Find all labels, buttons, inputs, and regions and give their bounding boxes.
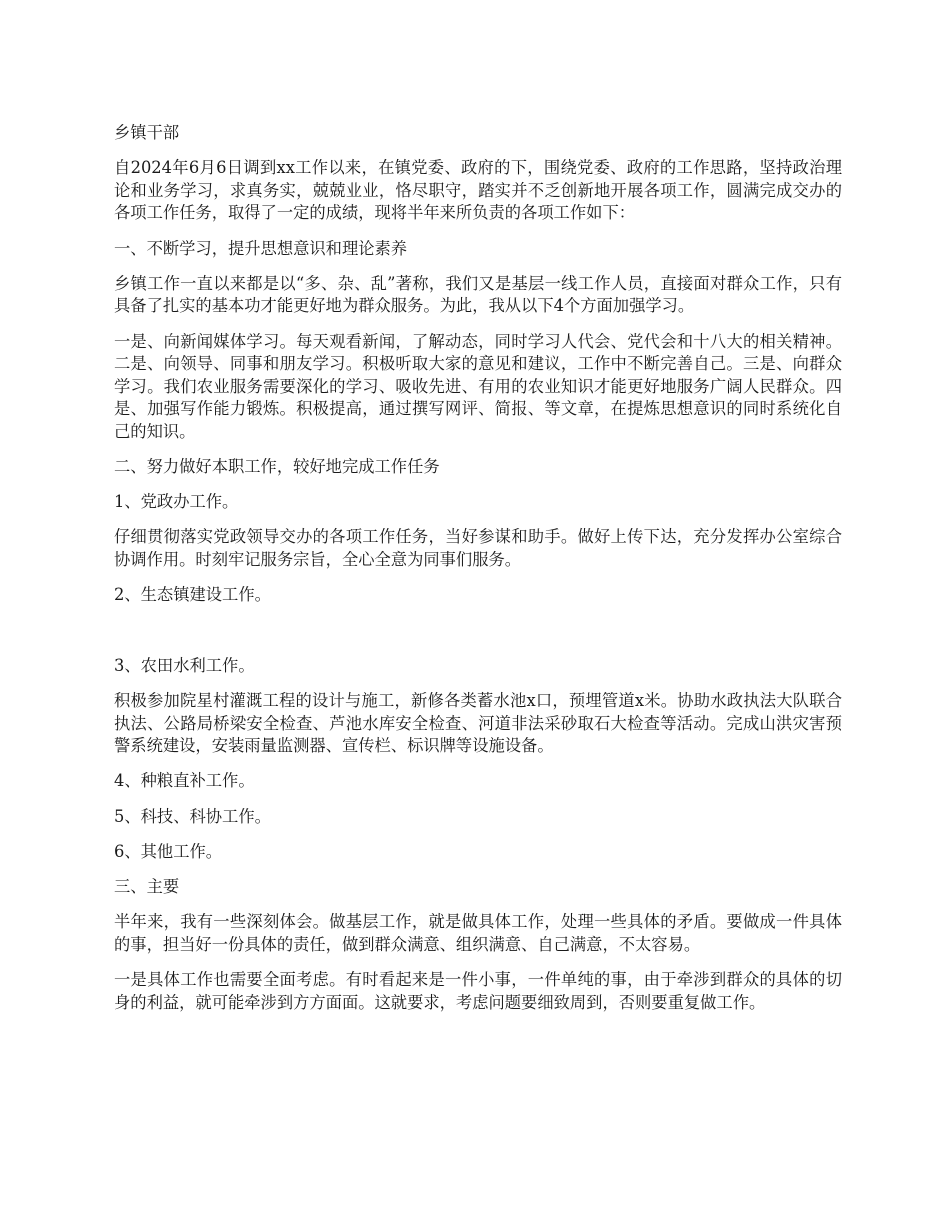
- intro-paragraph: 自2024年6月6日调到xx工作以来，在镇党委、政府的下，围绕党委、政府的工作思路，坚持政治理论和业务学习，求真务实，兢兢业业，恪尽职守，踏实并不乏创新地开展各项工作，圆满完成交办的各项工作任务，取得了一定的成绩，现将半年来所负责的各项工作如下：: [114, 158, 842, 223]
- paragraph: 一是具体工作也需要全面考虑。有时看起来是一件小事，一件单纯的事，由于牵涉到群众的具体的切身的利益，就可能牵涉到方方面面。这就要求，考虑问题要细致周到，否则要重复做工作。: [114, 969, 842, 1012]
- subheading: 3、农田水利工作。: [114, 655, 255, 675]
- subheading: 5、科技、科协工作。: [114, 806, 271, 826]
- subheading: 2、生态镇建设工作。: [114, 585, 271, 605]
- paragraph: 仔细贯彻落实党政领导交办的各项工作任务，当好参谋和助手。做好上传下达，充分发挥办公室综合协调作用。时刻牢记服务宗旨，全心全意为同事们服务。: [114, 527, 842, 570]
- subheading: 1、党政办工作。: [114, 492, 239, 512]
- document-body: [114, 122, 842, 1027]
- subheading: 4、种粮直补工作。: [114, 771, 255, 791]
- section-heading-2: 二、努力做好本职工作，较好地完成工作任务: [114, 457, 440, 477]
- document-title: 乡镇干部: [114, 123, 180, 142]
- section-heading-1: 一、不断学习，提升思想意识和理论素养: [114, 238, 408, 258]
- section-heading-3: 三、主要: [114, 876, 180, 896]
- paragraph: 乡镇工作一直以来都是以“多、杂、乱”著称，我们又是基层一线工作人员，直接面对群众工作，只有具备了扎实的基本功才能更好地为群众服务。为此，我从以下4个方面加强学习。: [114, 273, 842, 316]
- paragraph: 半年来，我有一些深刻体会。做基层工作，就是做具体工作，处理一些具体的矛盾。要做成一件具体的事，担当好一份具体的责任，做到群众满意、组织满意、自己满意，不太容易。: [114, 912, 842, 954]
- paragraph: 一是、向新闻媒体学习。每天观看新闻，了解动态，同时学习人代会、党代会和十八大的相关精神。二是、向领导、同事和朋友学习。积极听取大家的意见和建议，工作中不断完善自己。三是、向群众学习。我们农业服务需要深化的学习、吸收先进、有用的农业知识才能更好地服务广阔人民群众。四是、加强写作能力锻炼。积极提高，通过撰写网评、简报、等文章，在提炼思想意识的同时系统化自己的知识。: [114, 331, 842, 441]
- subheading: 6、其他工作。: [114, 841, 223, 861]
- paragraph: 积极参加院星村灌溉工程的设计与施工，新修各类蓄水池x口，预埋管道x米。协助水政执法大队联合执法、公路局桥梁安全检查、芦池水库安全检查、河道非法采砂取石大检查等活动。完成山洪灾害预警系统建设，安装雨量监测器、宣传栏、标识牌等设施设备。: [114, 691, 842, 756]
